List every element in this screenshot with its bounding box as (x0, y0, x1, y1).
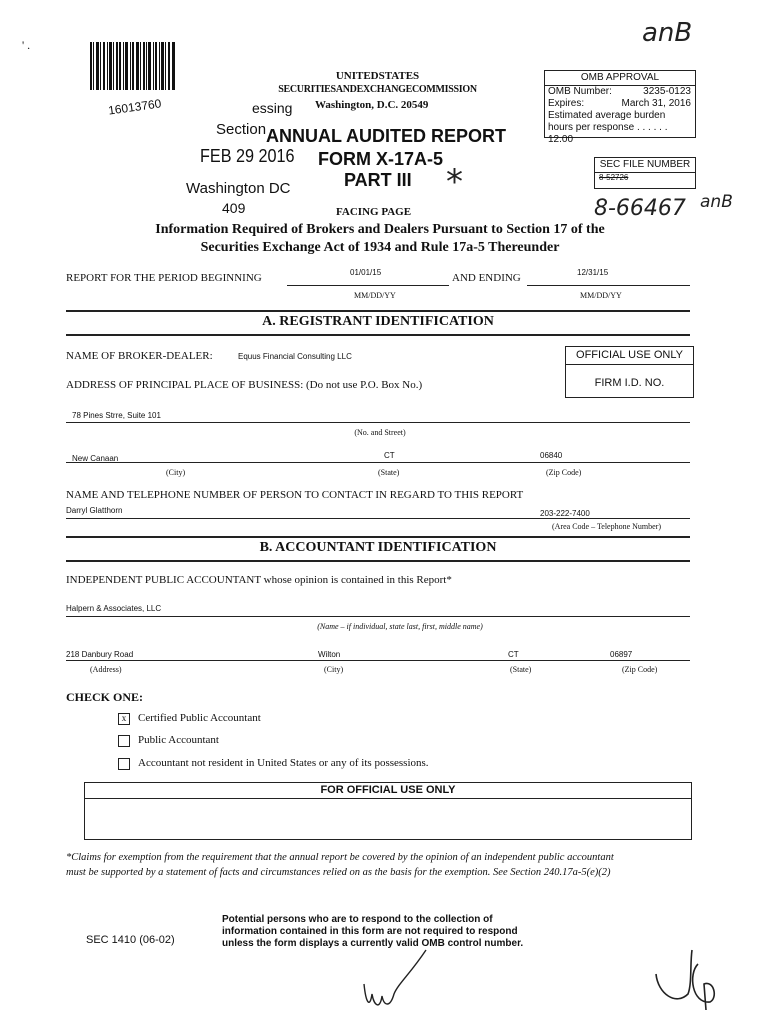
option-certified-label: Certified Public Accountant (138, 712, 261, 724)
signature-jg (648, 944, 720, 1019)
omb-burden-line2: hours per response . . . . . . 12.00 (548, 122, 668, 145)
acct-state-value: CT (508, 650, 519, 659)
accountant-name-caption: (Name – if individual, state last, first, middle name) (317, 622, 483, 631)
street-value: 78 Pines Strre, Suite 101 (72, 411, 161, 420)
acct-address-value: 218 Danbury Road (66, 650, 134, 659)
info-line2: Securities Exchange Act of 1934 and Rule 17a-5 Thereunder (200, 240, 560, 255)
omb-number-label: OMB Number: (548, 86, 612, 97)
omb-title: OMB APPROVAL (545, 71, 695, 86)
state-caption: (State) (378, 468, 400, 477)
footnote-line1: *Claims for exemption from the requirement that the annual report be covered by the opinion of an independent public accountant (66, 852, 614, 863)
signature-mw (360, 944, 440, 1019)
period-end-format: MM/DD/YY (580, 291, 622, 300)
asterisk-mark: * (446, 162, 463, 202)
barcode-number: 16013760 (107, 96, 163, 118)
stamp-date: FEB 29 2016 (200, 146, 295, 166)
city-caption: (City) (166, 468, 186, 477)
for-official-use-box (84, 782, 692, 840)
section-a-heading: A. REGISTRANT IDENTIFICATION (262, 314, 494, 329)
period-begin-label: REPORT FOR THE PERIOD BEGINNING (66, 272, 262, 284)
stamp-city: Washington DC (186, 180, 291, 197)
corner-marks: ' . (22, 38, 31, 52)
firm-id-label: FIRM I.D. NO. (594, 377, 665, 389)
facing-page: FACING PAGE (336, 206, 412, 218)
period-begin-format: MM/DD/YY (354, 291, 396, 300)
sec-file-initials: anB (700, 192, 733, 212)
section-b-heading: B. ACCOUNTANT IDENTIFICATION (259, 540, 497, 555)
acct-city-caption: (City) (324, 665, 344, 674)
stamp-section: Section (216, 121, 267, 138)
checkbox-non-resident[interactable] (118, 758, 130, 770)
acct-zip-value: 06897 (610, 650, 633, 659)
sec-file-new-value: 8-66467 (594, 196, 686, 221)
omb-expires-label: Expires: (548, 98, 585, 109)
title-form: FORM X-17A-5 (318, 149, 444, 169)
sec-file-old-value: 8-52726 (599, 173, 629, 182)
period-end-label: AND ENDING (452, 272, 521, 284)
acct-city-value: Wilton (318, 650, 341, 659)
title-part: PART III (344, 170, 412, 190)
agency-line3: Washington, D.C. 20549 (315, 99, 429, 111)
check-one-label: CHECK ONE: (66, 690, 144, 704)
acct-address-caption: (Address) (90, 665, 122, 674)
official-use-box (565, 346, 694, 398)
city-value: New Canaan (72, 454, 119, 463)
period-end-value: 12/31/15 (577, 268, 609, 277)
notice-line3: unless the form displays a currently valid OMB control number. (222, 938, 524, 949)
sec-file-number-box (594, 157, 696, 189)
option-public-label: Public Accountant (138, 734, 219, 746)
official-use-label: OFFICIAL USE ONLY (566, 347, 693, 365)
address-label: ADDRESS OF PRINCIPAL PLACE OF BUSINESS: (Do not use P.O. Box No.) (66, 379, 423, 391)
sec-form-code: SEC 1410 (06-02) (86, 934, 175, 946)
omb-expires-value: March 31, 2016 (621, 98, 691, 109)
checkbox-public-accountant[interactable] (118, 735, 130, 747)
notice-line1: Potential persons who are to respond to the collection of (222, 914, 493, 925)
info-line1: Information Required of Brokers and Dealers Pursuant to Section 17 of the (155, 222, 605, 237)
omb-burden-line1: Estimated average burden (548, 110, 666, 121)
contact-label: NAME AND TELEPHONE NUMBER OF PERSON TO CONTACT IN REGARD TO THIS REPORT (66, 489, 524, 501)
agency-line1: UNITEDSTATES (335, 70, 420, 82)
acct-zip-caption: (Zip Code) (622, 665, 658, 674)
zip-caption: (Zip Code) (546, 468, 582, 477)
accountant-label: INDEPENDENT PUBLIC ACCOUNTANT whose opinion is contained in this Report* (66, 574, 452, 586)
period-begin-value: 01/01/15 (350, 268, 382, 277)
option-nonresident-label: Accountant not resident in United States or any of its possessions. (138, 757, 429, 769)
contact-phone: 203-222-7400 (540, 509, 590, 518)
agency-line2: SECURITIESANDEXCHANGECOMMISSION (278, 84, 477, 95)
checkbox-certified-public-accountant[interactable]: x (118, 713, 130, 725)
zip-value: 06840 (540, 451, 563, 460)
for-official-use-label: FOR OFFICIAL USE ONLY (85, 783, 691, 799)
barcode (90, 42, 176, 90)
title-annual-report: ANNUAL AUDITED REPORT (266, 126, 507, 146)
notice-line2: information contained in this form are not required to respond (222, 926, 518, 937)
street-caption: (No. and Street) (354, 428, 406, 437)
sec-file-label: SEC FILE NUMBER (595, 158, 695, 173)
phone-caption: (Area Code – Telephone Number) (552, 522, 662, 531)
initials-handwritten: anB (642, 18, 693, 48)
broker-name-label: NAME OF BROKER-DEALER: (66, 350, 213, 362)
omb-approval-box (544, 70, 696, 145)
stamp-code: 409 (222, 200, 246, 216)
broker-name-value: Equus Financial Consulting LLC (238, 352, 352, 361)
state-value: CT (384, 451, 395, 460)
stamp-processing: essing (252, 100, 293, 116)
acct-state-caption: (State) (510, 665, 532, 674)
contact-name: Darryl Glatthorn (66, 506, 123, 515)
footnote-line2: must be supported by a statement of facts and circumstances relied on as the basis for the exemption. See Section 240.17a-5(e)(2) (66, 867, 611, 878)
accountant-value: Halpern & Associates, LLC (66, 604, 162, 613)
omb-number-value: 3235-0123 (643, 86, 691, 97)
